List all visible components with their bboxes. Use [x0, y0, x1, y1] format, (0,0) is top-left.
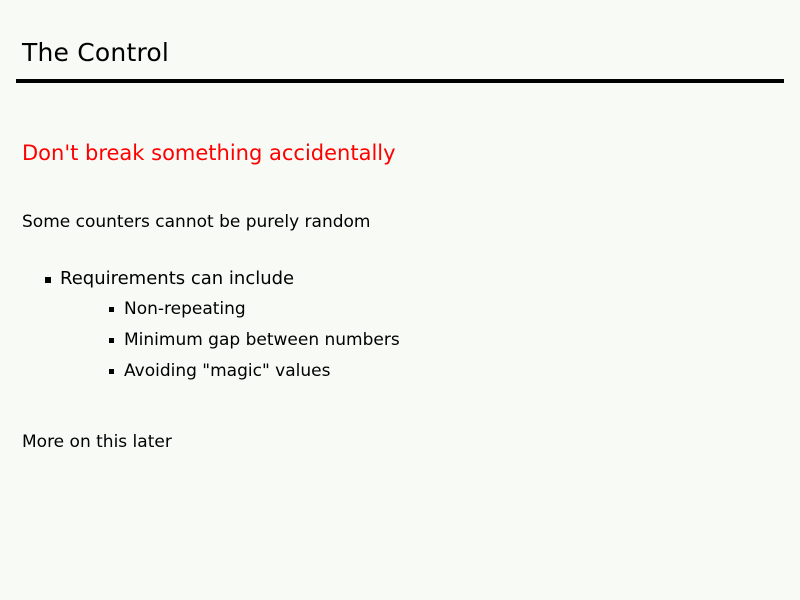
square-bullet-icon	[109, 307, 114, 312]
square-bullet-icon	[109, 338, 114, 343]
headline-text: Don't break something accidentally	[22, 141, 396, 165]
sub-bullet-list	[60, 298, 782, 382]
body-paragraph-1: Some counters cannot be purely random	[22, 212, 371, 232]
square-bullet-icon	[109, 369, 114, 374]
body-paragraph-2: More on this later	[22, 432, 172, 452]
title-divider	[16, 79, 784, 83]
list-item-label: Avoiding "magic" values	[124, 361, 331, 381]
list-item	[60, 329, 782, 351]
bullet-list	[22, 267, 782, 382]
slide-content	[22, 140, 782, 453]
list-item	[60, 298, 782, 320]
list-item	[60, 360, 782, 382]
list-item-label: Requirements can include	[60, 268, 295, 289]
page-title: The Control	[22, 38, 170, 67]
list-item	[22, 267, 782, 382]
square-bullet-icon	[45, 277, 51, 283]
list-item-label: Minimum gap between numbers	[124, 330, 400, 350]
list-item-label: Non-repeating	[124, 299, 246, 319]
